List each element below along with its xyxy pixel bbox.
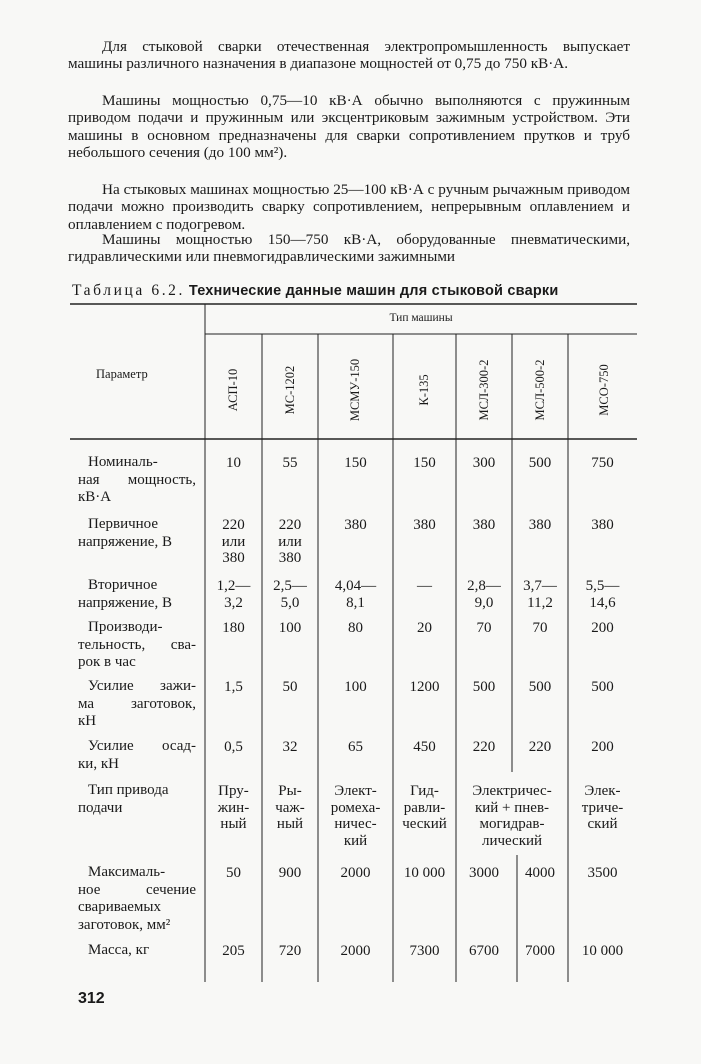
cell-line: чаж- [275, 799, 305, 816]
cell-line: 5,0 [280, 594, 300, 611]
cell-r1-c7 [568, 455, 637, 472]
cell-r5-c1 [205, 679, 262, 696]
cell-line: 220 [278, 517, 302, 533]
type-header: Тип машины [389, 312, 453, 324]
cell-r6-c6 [512, 739, 568, 756]
cell-r6-c4 [393, 739, 456, 756]
cell-r7-c4 [393, 783, 456, 833]
cell-r1-c4 [393, 455, 456, 472]
cell-r9-c1 [205, 943, 262, 960]
cell-line: 500 [472, 679, 496, 695]
machine-header-1: АСП-10 [226, 368, 240, 412]
cell-line: 380 [472, 517, 496, 533]
cell-line: могидрав- [479, 816, 545, 833]
cell-line: 9,0 [474, 594, 494, 611]
cell-line: Пру- [218, 783, 249, 799]
cell-line: 4,04— [334, 578, 377, 594]
row-label-line: тельность, сва- [78, 636, 196, 653]
cell-r6-c3 [318, 739, 393, 756]
cell-line: 2,5— [273, 578, 307, 594]
cell-line: 220 [528, 739, 552, 755]
row-label-line: ма заготовок, [78, 695, 196, 712]
row-label-9 [78, 942, 196, 960]
cell-line: 7300 [409, 943, 440, 959]
cell-line: 300 [472, 455, 496, 471]
cell-line: 200 [591, 739, 614, 755]
cell-r5-c4 [393, 679, 456, 696]
cell-r5-c2 [262, 679, 318, 696]
cell-r5-c5 [456, 679, 512, 696]
cell-line: ничес- [334, 816, 377, 833]
row-label-line: ное сечение [78, 881, 196, 898]
cell-line: ный [220, 816, 247, 833]
cell-r3-c2 [262, 578, 318, 611]
table-caption-title: Технические данные машин для стыковой сварки [188, 283, 559, 299]
cell-r9-c6 [512, 943, 568, 960]
cell-line: 380 [222, 550, 245, 567]
cell-line: кий + пнев- [474, 799, 550, 816]
page-number: 312 [78, 990, 105, 1007]
cell-line: 65 [348, 739, 363, 755]
cell-r1-c3 [318, 455, 393, 472]
cell-line: ромеха- [330, 799, 381, 816]
cell-line: 1,2— [216, 578, 251, 594]
cell-r6-c5 [456, 739, 512, 756]
machine-header-2: МС-1202 [283, 365, 297, 415]
cell-r2-c3 [318, 517, 393, 534]
cell-r2-c7 [568, 517, 637, 534]
cell-line: 14,6 [589, 594, 616, 611]
row-label-line: подачи [78, 799, 123, 816]
cell-line: 70 [532, 620, 548, 636]
cell-line: 2000 [340, 865, 371, 881]
row-label-line: Вторичное [88, 577, 158, 593]
cell-line: 55 [282, 455, 298, 471]
cell-r4-c1 [205, 620, 262, 637]
row-label-5 [78, 678, 196, 731]
cell-r9-c4 [393, 943, 456, 960]
row-label-line: Усилие зажи- [88, 678, 196, 694]
cell-line: Элект- [334, 783, 377, 799]
cell-line: Ры- [278, 783, 302, 799]
cell-line: жин- [217, 799, 250, 816]
cell-r3-c3 [318, 578, 393, 611]
cell-line: 0,5 [224, 739, 243, 755]
cell-r7-c1 [205, 783, 262, 833]
cell-line: 220 [472, 739, 496, 755]
row-label-4 [78, 619, 196, 672]
cell-line: 150 [344, 455, 367, 471]
row-label-line: Масса, кг [88, 942, 150, 958]
cell-line: 500 [528, 455, 552, 471]
paragraph-3: На стыковых машинах мощностью 25—100 кВ·А с ручным рычажным приводом подачи можно производить сварку сопротивлением, непрерывным оплавлением и оплавлением с подогревом. [68, 181, 630, 233]
cell-line: 3500 [587, 865, 618, 881]
cell-r2-c6 [512, 517, 568, 534]
cell-line: 500 [591, 679, 614, 695]
cell-r6-c2 [262, 739, 318, 756]
cell-r8-c3 [318, 865, 393, 882]
row-label-6 [78, 738, 196, 773]
cell-line: ный [276, 816, 304, 833]
row-label-1 [78, 454, 196, 507]
cell-line: 4000 [525, 865, 555, 881]
cell-r9-c2 [262, 943, 318, 960]
cell-line: 100 [344, 679, 367, 695]
row-label-line: ки, кН [78, 755, 119, 772]
cell-r2-c1 [205, 517, 262, 567]
cell-r7-c5 [456, 783, 568, 849]
cell-line: 10 [226, 455, 241, 471]
cell-r1-c5 [456, 455, 512, 472]
cell-r8-c2 [262, 865, 318, 882]
cell-r4-c2 [262, 620, 318, 637]
cell-line: 1200 [409, 679, 440, 695]
cell-line: 3,7— [523, 578, 557, 594]
paragraph-2: Машины мощностью 0,75—10 кВ·А обычно выполняются с пружинным приводом подачи и пружинным или эксцентриковым зажимным устройством. Эти машины в основном предназначены для сварки сопротивлением прутков и труб небольшого сечения (до 100 мм²). [68, 92, 630, 162]
cell-r3-c1 [205, 578, 262, 611]
cell-line: 32 [282, 739, 298, 755]
cell-line: 2000 [340, 943, 371, 959]
cell-r2-c2 [262, 517, 318, 567]
cell-line: 2,8— [467, 578, 501, 594]
cell-r1-c1 [205, 455, 262, 472]
cell-line: или [221, 533, 246, 550]
cell-r7-c7 [568, 783, 637, 833]
cell-r8-c7 [568, 865, 637, 882]
cell-r4-c7 [568, 620, 637, 637]
cell-r1-c6 [512, 455, 568, 472]
cell-r4-c3 [318, 620, 393, 637]
row-label-line: кН [78, 713, 97, 730]
row-label-2 [78, 516, 196, 551]
cell-r3-c4 [393, 578, 456, 595]
paragraph-4: Машины мощностью 150—750 кВ·А, оборудованные пневматическими, гидравлическими или пневмогидравлическими зажимными [68, 231, 630, 266]
cell-r7-c3 [318, 783, 393, 849]
row-label-line: Тип привода [88, 782, 169, 798]
cell-line: 720 [278, 943, 302, 959]
cell-line: 5,5— [585, 578, 620, 594]
paragraph-1: Для стыковой сварки отечественная электропромышленность выпускает машины различного назначения в диапазоне мощностей от 0,75 до 750 кВ·А. [68, 38, 630, 73]
cell-line: 380 [528, 517, 552, 533]
cell-line: 380 [413, 517, 436, 533]
row-label-3 [78, 577, 196, 612]
cell-line: 10 000 [403, 865, 446, 881]
cell-line: кий [343, 832, 368, 849]
cell-r5-c6 [512, 679, 568, 696]
cell-line: 50 [282, 679, 298, 695]
cell-r4-c6 [512, 620, 568, 637]
cell-r9-c7 [568, 943, 637, 960]
cell-r2-c5 [456, 517, 512, 534]
machine-header-5: МСЛ-300-2 [477, 359, 491, 421]
cell-line: ческий [402, 816, 447, 833]
cell-line: 900 [278, 865, 302, 881]
cell-line: 450 [413, 739, 436, 755]
cell-line: 3000 [469, 865, 499, 881]
machine-header-3: МСМУ-150 [348, 358, 362, 422]
row-label-line: напряжение, В [78, 533, 172, 550]
row-label-line: напряжение, В [78, 594, 172, 611]
row-label-line: рок в час [78, 654, 136, 671]
cell-line: 1,5 [224, 679, 243, 695]
cell-line: Элек- [584, 783, 621, 799]
row-label-line: Производи- [88, 619, 163, 635]
row-label-line: Усилие осад- [88, 738, 196, 754]
cell-line: 80 [348, 620, 363, 636]
cell-r4-c4 [393, 620, 456, 637]
cell-line: 70 [476, 620, 492, 636]
cell-r4-c5 [456, 620, 512, 637]
cell-r6-c1 [205, 739, 262, 756]
table-caption-label: Таблица 6.2. [72, 282, 185, 299]
cell-line: 6700 [469, 943, 499, 959]
cell-r1-c2 [262, 455, 318, 472]
cell-line: Гид- [410, 783, 439, 799]
cell-r8-c4 [393, 865, 456, 882]
cell-line: 8,1 [346, 594, 365, 611]
cell-r8-c5 [456, 865, 512, 882]
cell-line: триче- [581, 799, 624, 816]
cell-line: или [278, 533, 302, 550]
cell-line: 750 [591, 455, 614, 471]
cell-r3-c7 [568, 578, 637, 611]
row-label-8 [78, 864, 196, 934]
cell-r5-c3 [318, 679, 393, 696]
row-label-line: заготовок, мм² [78, 916, 171, 933]
cell-r8-c6 [512, 865, 568, 882]
cell-line: 380 [278, 550, 302, 567]
cell-line: 3,2 [224, 594, 243, 611]
cell-line: 220 [222, 517, 245, 533]
cell-line: 10 000 [581, 943, 624, 959]
cell-line: 205 [222, 943, 245, 959]
cell-line: 200 [591, 620, 614, 636]
param-header: Параметр [96, 367, 148, 381]
cell-line: Электричес- [472, 783, 552, 799]
machine-header-4: К-135 [417, 374, 431, 406]
cell-line: 20 [417, 620, 432, 636]
row-label-line: Первичное [88, 516, 159, 532]
cell-line: 11,2 [527, 594, 553, 611]
cell-line: — [417, 578, 432, 594]
cell-line: 380 [591, 517, 614, 533]
cell-r6-c7 [568, 739, 637, 756]
cell-line: ский [587, 816, 618, 833]
cell-r7-c2 [262, 783, 318, 833]
row-label-7 [78, 782, 196, 817]
cell-r2-c4 [393, 517, 456, 534]
cell-line: 7000 [525, 943, 555, 959]
machine-header-7: МСО-750 [597, 364, 611, 416]
cell-r9-c3 [318, 943, 393, 960]
row-label-line: Максималь- [88, 864, 166, 880]
row-label-line: Номиналь- [88, 454, 158, 470]
cell-line: лический [481, 832, 543, 849]
cell-r3-c5 [456, 578, 512, 611]
cell-line: 380 [344, 517, 367, 533]
cell-line: равли- [403, 799, 446, 816]
cell-line: 150 [413, 455, 436, 471]
row-label-line: ная мощность, [78, 471, 196, 488]
cell-r5-c7 [568, 679, 637, 696]
cell-line: 100 [278, 620, 302, 636]
row-label-line: кВ·А [78, 489, 112, 506]
cell-r9-c5 [456, 943, 512, 960]
cell-r3-c6 [512, 578, 568, 611]
cell-line: 500 [528, 679, 552, 695]
cell-r8-c1 [205, 865, 262, 882]
cell-line: 180 [222, 620, 245, 636]
machine-header-6: МСЛ-500-2 [533, 359, 547, 421]
cell-line: 50 [226, 865, 241, 881]
row-label-line: свариваемых [78, 899, 161, 916]
